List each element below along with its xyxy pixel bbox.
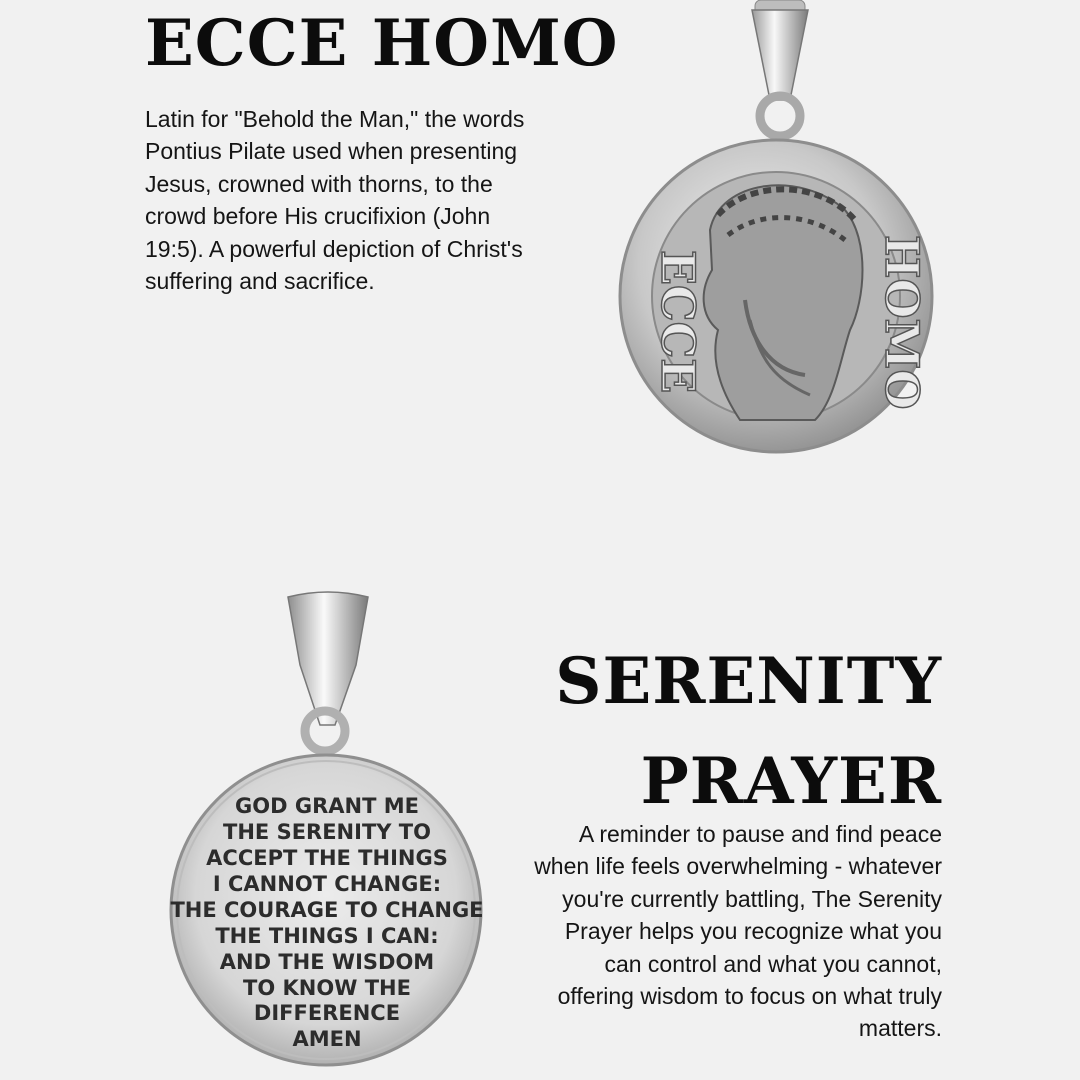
coin-homo-text: HOMO: [875, 235, 929, 410]
coin-line: THE SERENITY TO: [223, 820, 431, 844]
coin-line: I CANNOT CHANGE:: [212, 872, 442, 896]
serenity-prayer-title: [555, 632, 942, 832]
serenity-title-line1: SERENITY: [555, 644, 942, 719]
serenity-title-line2: PRAYER: [640, 744, 942, 819]
ecce-homo-title: ECCE HOMO: [145, 6, 619, 81]
coin-line: THE THINGS I CAN:: [215, 924, 439, 948]
ecce-homo-description: Latin for "Behold the Man," the words Pontius Pilate used when presenting Jesus, crowned with thorns, to the crowd before His crucifixion (John 19:5). A powerful depiction of Christ's suffering and sacrifice.: [145, 106, 525, 295]
coin-line: GOD GRANT ME: [235, 794, 419, 818]
coin-ecce-text: ECCE: [651, 250, 705, 394]
coin-line: AMEN: [292, 1027, 362, 1051]
coin-line: TO KNOW THE: [243, 976, 411, 1000]
ecce-homo-pendant-image: [600, 0, 940, 460]
coin-line: THE COURAGE TO CHANGE: [170, 898, 484, 922]
coin-line: AND THE WISDOM: [219, 950, 435, 974]
serenity-prayer-pendant-image: [160, 585, 500, 1080]
coin-line: DIFFERENCE: [253, 1001, 401, 1025]
coin-line: ACCEPT THE THINGS: [206, 846, 448, 870]
serenity-prayer-description: A reminder to pause and find peace when life feels overwhelming - whatever you're currently battling, The Serenity Prayer helps you recognize what you can control and what you cannot, offering wisdom to focus on what truly matters.: [534, 821, 942, 1042]
